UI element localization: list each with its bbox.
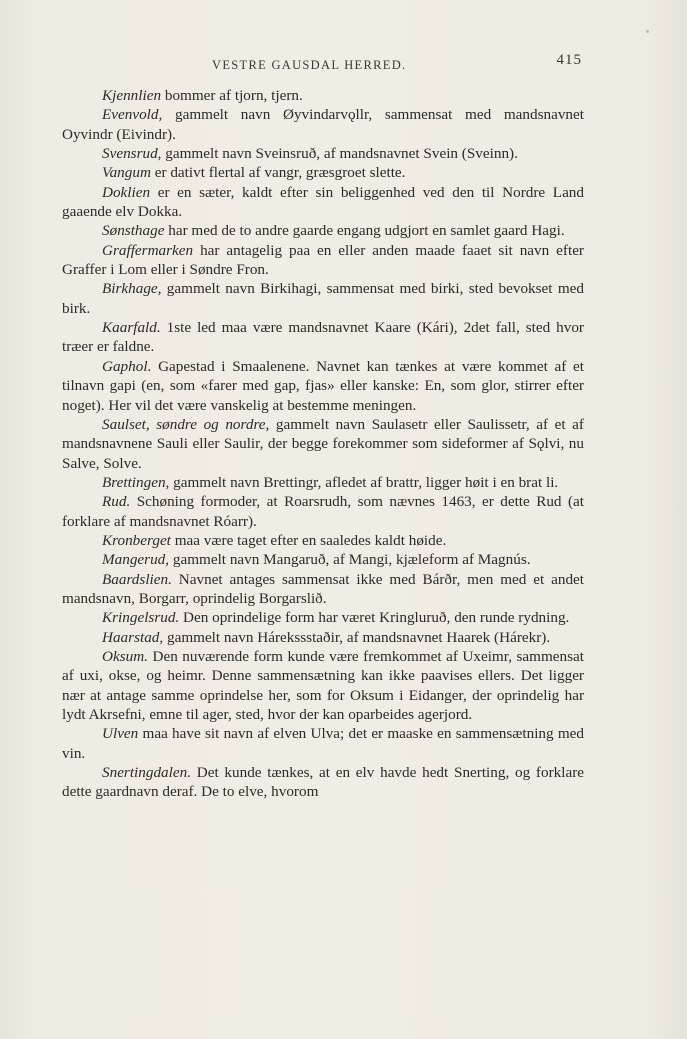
entry-text: har med de to andre gaarde engang udgjort en samlet gaard Hagi. xyxy=(164,222,565,240)
entry-name: Kjennlien xyxy=(102,87,162,104)
entry-text: gammelt navn Sveinsruð, af mandsnavnet Svein (Sveinn). xyxy=(161,145,518,163)
entry-name: Kronberget xyxy=(102,531,171,549)
entry-name: Brettingen, xyxy=(102,473,170,491)
entry-text: maa have sit navn af elven Ulva; det er maaske en sammensætning med vin. xyxy=(62,725,584,762)
entry-text: Det kunde tænkes, at en elv havde hedt Snerting, og forklare dette gaardnavn deraf. De to elve, hvorom xyxy=(62,764,584,801)
entry-text: gammelt navn Øyvindarvǫllr, sammensat med mandsnavnet Oyvindr (Eivindr). xyxy=(62,106,584,143)
entry-text: Den nuværende form kunde være fremkommet af Uxeimr, sammensat af uxi, okse, og heimr. Denne sammensætning kan ikke paavises ellers. Det ligger nær at antage samme oprindelse her, som for Oksum i Eidanger, der oprindelig har lydt Akrsefni, emne til ager, sted, hvor der kan oparbeides agerjord. xyxy=(62,647,584,723)
entry-text: er en sæter, kaldt efter sin beliggenhed ved den til Nordre Land gaaende elv Dokka. xyxy=(62,183,584,221)
entry-paragraph xyxy=(62,628,584,647)
entry-name: Kringelsrud. xyxy=(102,609,180,627)
entry-name: Ulven xyxy=(102,725,139,743)
entry-name: Saulset, søndre og nordre, xyxy=(102,415,270,433)
entry-text: gammelt navn Hárekssstaðir, af mandsnavnet Haarek (Hárekr). xyxy=(163,628,551,646)
entry-text: gammelt navn Mangaruð, af Mangi, kjæleform af Magnús. xyxy=(169,551,531,569)
entry-name: Birkhage, xyxy=(102,280,162,298)
page-number: 415 xyxy=(556,52,582,68)
page-header xyxy=(62,52,582,74)
entry-name: Mangerud, xyxy=(102,551,170,569)
entry-name: Doklien xyxy=(102,183,151,201)
entry-text: 1ste led maa være mandsnavnet Kaare (Kári), 2det fall, sted hvor træer er faldne. xyxy=(62,319,584,356)
entry-paragraph xyxy=(62,105,584,144)
entry-name: Rud. xyxy=(102,493,131,511)
entry-name: Evenvold, xyxy=(102,106,163,124)
paper-speck xyxy=(646,30,649,33)
entry-text: bommer af tjorn, tjern. xyxy=(161,87,303,104)
entry-name: Gaphol. xyxy=(102,357,152,375)
entry-text: har antagelig paa en eller anden maade faaet sit navn efter Graffer i Lom eller i Søndre Fron. xyxy=(62,241,584,279)
entry-name: Haarstad, xyxy=(102,628,164,646)
entry-name: Kaarfald. xyxy=(102,319,161,337)
entry-text: maa være taget efter en saaledes kaldt høide. xyxy=(170,531,447,549)
entry-paragraph xyxy=(62,279,584,318)
entry-text: gammelt navn Saulasetr eller Saulissetr, af et af mandsnavnene Sauli eller Saulir, der begge forekommer som sideformer af Sǫlvi, nu Salve, Solve. xyxy=(62,415,584,472)
entry-name: Oksum. xyxy=(102,647,148,665)
entry-name: Graffermarken xyxy=(102,241,194,259)
entry-text: er dativt flertal af vangr, græsgroet slette. xyxy=(150,164,406,182)
entry-paragraph xyxy=(62,647,584,724)
entry-text: Gapestad i Smaalenene. Navnet kan tænkes at være kommet af et tilnavn gapi (en, som «farer med gap, fjas» eller kanske: En, som glor, stirrer efter noget). Her vil det være vanskelig at bestemme meningen. xyxy=(62,357,584,414)
entry-paragraph xyxy=(62,86,584,105)
entry-paragraph xyxy=(62,144,584,163)
entry-text: Den oprindelige form har været Kringluruð, den runde rydning. xyxy=(179,609,570,627)
entry-paragraph xyxy=(62,221,584,240)
entry-paragraph xyxy=(62,724,584,763)
body-text xyxy=(62,86,584,802)
entry-paragraph xyxy=(62,492,584,531)
running-title: VESTRE GAUSDAL HERRED. xyxy=(212,58,407,72)
entry-text: gammelt navn Birkihagi, sammensat med birki, sted bevokset med birk. xyxy=(62,280,584,317)
entry-text: Navnet antages sammensat ikke med Bárðr, men med et andet mandsnavn, Borgarr, oprindelig Borgarslið. xyxy=(62,570,584,607)
entry-paragraph xyxy=(62,531,584,550)
entry-paragraph xyxy=(62,570,584,609)
entry-name: Vangum xyxy=(102,164,151,182)
entry-name: Baardslien. xyxy=(102,570,172,588)
entry-paragraph xyxy=(62,318,584,357)
entry-paragraph xyxy=(62,550,584,569)
entry-name: Svensrud, xyxy=(102,145,162,163)
entry-paragraph xyxy=(62,357,584,415)
entry-text: gammelt navn Brettingr, afledet af brattr, ligger høit i en brat li. xyxy=(169,473,559,491)
entry-paragraph xyxy=(62,183,584,222)
entry-paragraph xyxy=(62,608,584,627)
entry-paragraph xyxy=(62,473,584,492)
entry-name: Sønsthage xyxy=(102,222,165,240)
entry-paragraph xyxy=(62,163,584,182)
entry-paragraph xyxy=(62,763,584,802)
entry-paragraph xyxy=(62,241,584,280)
entry-name: Snertingdalen. xyxy=(102,764,192,782)
entry-text: Schøning formoder, at Roarsrudh, som nævnes 1463, er dette Rud (at forklare af mandsnavnet Róarr). xyxy=(62,493,584,530)
entry-paragraph xyxy=(62,415,584,473)
